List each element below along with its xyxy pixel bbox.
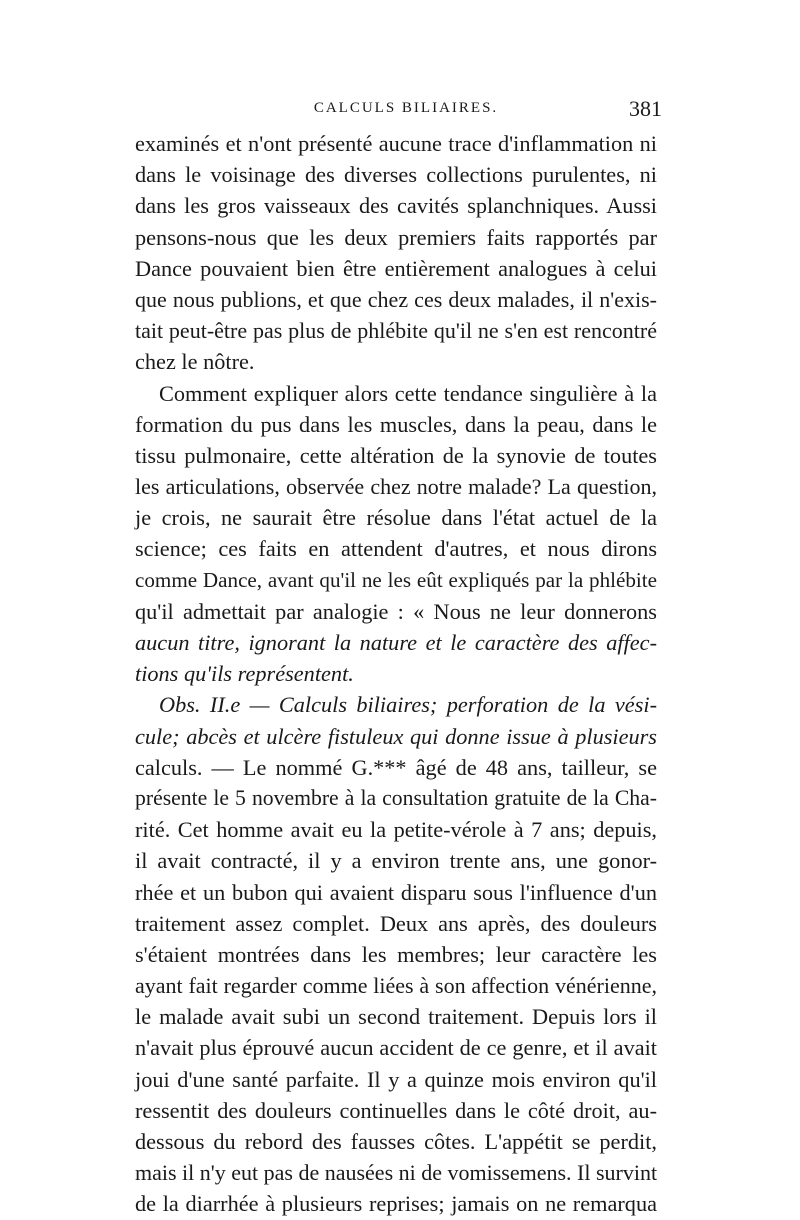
text-line: dans le voisinage des diverses collections purulentes, ni [135,162,657,188]
text-line: Dance pouvaient bien être entièrement analogues à celui [135,255,657,281]
running-title: CALCULS BILIAIRES. [313,100,499,116]
text-line: rité. Cet homme avait eu la petite-vérole à 7 ans; depuis, [135,817,657,843]
text-line: formation du pus dans les muscles, dans la peau, dans le [135,411,657,437]
text-line: tions qu'ils représentent. [135,661,354,687]
text-line: le malade avait subi un second traitement. Depuis lors il [135,1004,657,1030]
text-line: Comment expliquer alors cette tendance singulière à la [159,380,657,406]
text-line: de la diarrhée à plusieurs reprises; jamais on ne remarqua [135,1191,657,1217]
text-line: ayant fait regarder comme liées à son affection vénérienne, [135,973,657,999]
text-line: Obs. II.e — Calculs biliaires; perforation de la vési- [159,692,657,718]
text-line: mais il n'y eut pas de nausées ni de vomissemens. Il survint [135,1160,658,1186]
text-line: cule; abcès et ulcère fistuleux qui donne issue à plusieurs [135,723,657,749]
text-line: calculs. — Le nommé G.*** âgé de 48 ans, tailleur, se [135,754,657,780]
text-line: dessous du rebord des fausses côtes. L'appétit se perdit, [135,1129,657,1154]
text-line: examinés et n'ont présenté aucune trace d'inflammation ni [135,131,657,156]
text-line: rhée et un bubon qui avaient disparu sous l'influence d'un [135,879,657,905]
page-header [150,96,662,126]
text-line: ressentit des douleurs continuelles dans le côté droit, au- [135,1097,657,1123]
text-line: aucun titre, ignorant la nature et le caractère des affec- [135,630,657,655]
text-line: que nous publions, et que chez ces deux malades, il n'exis- [135,286,657,312]
text-line: traitement assez complet. Deux ans après, des douleurs [135,910,657,936]
text-line: joui d'une santé parfaite. Il y a quinze mois environ qu'il [135,1066,657,1092]
text-line: n'avait plus éprouvé aucun accident de ce genre, et il avait [135,1035,657,1061]
text-line: je crois, ne saurait être résolue dans l'état actuel de la [135,505,657,531]
text-line: science; ces faits en attendent d'autres, et nous dirons [135,536,657,562]
text-line: qu'il admettait par analogie : « Nous ne leur donnerons [135,598,657,624]
body-text [135,128,657,1220]
text-line: chez le nôtre. [135,349,255,375]
text-line: tissu pulmonaire, cette altération de la synovie de toutes [135,442,657,468]
text-line: il avait contracté, il y a environ trente ans, une gonor- [135,848,657,874]
text-line: dans les gros vaisseaux des cavités splanchniques. Aussi [135,193,657,219]
text-line: s'étaient montrées dans les membres; leur caractère les [135,941,657,967]
text-line: pensons-nous que les deux premiers faits rapportés par [135,224,657,250]
text-line: présente le 5 novembre à la consultation gratuite de la Cha- [135,785,657,810]
page-number: 381 [629,96,662,121]
text-line: les articulations, observée chez notre malade? La question, [135,474,657,500]
text-line: tait peut-être pas plus de phlébite qu'il ne s'en est rencontré [135,318,657,344]
text-line: comme Dance, avant qu'il ne les eût expliqués par la phlébite [135,567,657,592]
